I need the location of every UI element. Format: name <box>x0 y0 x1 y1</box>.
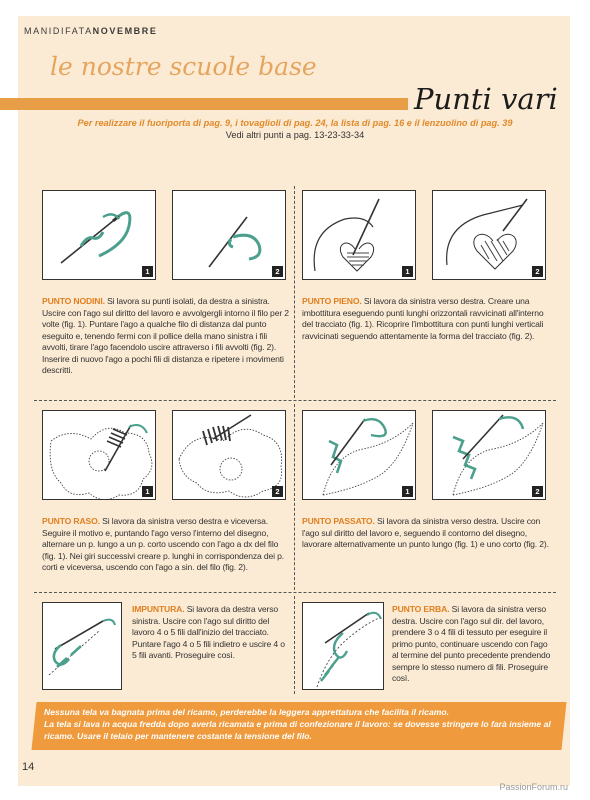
desc-heading: PUNTO ERBA. <box>392 604 450 614</box>
desc-punto-passato <box>302 516 554 551</box>
figure-number: 2 <box>272 266 283 277</box>
figure-impuntura <box>42 602 122 690</box>
watermark: PassionForum.ru <box>499 782 568 792</box>
page-number: 14 <box>22 761 35 773</box>
desc-body: Si lavora da destra verso sinistra. Uscire con l'ago sul diritto del lavoro 4 o 5 fili dall'inizio del tracciato. Puntare l'ago 4 o 5 fili indietro e uscire 4 o 5 fili avanti. Proseguire così. <box>132 604 285 660</box>
desc-heading: PUNTO RASO. <box>42 516 100 526</box>
needle-knot-pull-icon <box>173 191 286 280</box>
figure-number: 2 <box>532 266 543 277</box>
padded-heart-icon <box>303 191 416 280</box>
footer-note-line-1: Nessuna tela va bagnata prima del ricamo, perderebbe la leggera apprettatura che facilita il ricamo. <box>44 707 450 717</box>
figure-raso-2 <box>172 410 286 500</box>
passing-leaf-icon <box>303 411 416 500</box>
desc-body: Si lavora da sinistra verso destra. Uscire con l'ago sul dir. del lavoro, prendere 3 o 4 fili di tessuto per eseguire il primo punto, continuare uscendo con l'ago al termine del punto precedente prendendo sempre lo stesso numero di fili. Proseguire così. <box>392 604 551 683</box>
figure-passato-1 <box>302 410 416 500</box>
figure-nodini-2 <box>172 190 286 280</box>
figure-raso-1 <box>42 410 156 500</box>
satin-flower-icon <box>43 411 156 500</box>
divider-vertical-2 <box>294 404 295 590</box>
filled-heart-icon <box>433 191 546 280</box>
desc-punto-nodini <box>42 296 290 377</box>
desc-punto-pieno <box>302 296 554 342</box>
magazine-name-2: NOVEMBRE <box>92 26 158 36</box>
figure-number: 1 <box>402 266 413 277</box>
subtitle: Per realizzare il fuoriporta di pag. 9, i tovaglioli di pag. 24, la lista di pag. 16 e il lenzuolino di pag. 39 <box>77 118 513 128</box>
figure-erba <box>302 602 384 690</box>
series-title: le nostre scuole base <box>50 52 317 81</box>
desc-impuntura <box>132 604 290 662</box>
figure-number: 1 <box>402 486 413 497</box>
figure-number: 1 <box>142 486 153 497</box>
magazine-header <box>24 26 157 36</box>
figure-passato-2 <box>432 410 546 500</box>
desc-body: Si lavora da sinistra verso destra. Uscire con l'ago sul diritto del lavoro e, seguendo il contorno del disegno, lavorare alternativamente un punto lungo (fig. 1) e uno corto (fig. 2). <box>302 516 549 549</box>
stem-stitch-icon <box>303 603 384 690</box>
figure-number: 2 <box>272 486 283 497</box>
desc-heading: PUNTO NODINI. <box>42 296 105 306</box>
footer-note <box>44 707 559 742</box>
desc-body: Si lavora da sinistra verso destra e viceversa. Seguire il motivo e, puntando l'ago verso l'interno del disegno, alternare un p. lungo a un p. corto uscendo con l'ago a dx del filo (fig. 1). Nei giri successivi creare p. lunghi in corrispondenza dei p. corti e viceversa, uscendo con l'ago a sin. del filo (fig. 2). <box>42 516 285 572</box>
satin-petal-icon <box>173 411 286 500</box>
desc-punto-erba <box>392 604 554 685</box>
figure-pieno-1 <box>302 190 416 280</box>
needle-knot-icon <box>43 191 156 280</box>
see-also-note: Vedi altri punti a pag. 13-23-33-34 <box>225 130 365 140</box>
title-bar <box>0 98 420 110</box>
divider-vertical-1 <box>294 186 295 398</box>
desc-body: Si lavora da sinistra verso destra. Creare una imbottitura eseguendo punti lunghi orizzontali ravvicinati all'interno del tracciato (fig. 1). Ricoprire l'imbottitura con punti lunghi verticali ravvicinati seguendo attentamente la forma del tracciato (fig. 2). <box>302 296 544 341</box>
desc-heading: PUNTO PIENO. <box>302 296 362 306</box>
desc-heading: PUNTO PASSATO. <box>302 516 375 526</box>
figure-number: 2 <box>532 486 543 497</box>
figure-nodini-1 <box>42 190 156 280</box>
figure-pieno-2 <box>432 190 546 280</box>
footer-note-line-2: La tela si lava in acqua fredda dopo averla ricamata e prima di confezionare il lavoro: se dovesse stringere lo farà insieme al ricamo. Usare il telaio per mantenere costante la tensione del filo. <box>44 718 551 741</box>
page-title: Punti vari <box>408 82 564 116</box>
magazine-name-1: MANIDIFATA <box>24 26 93 36</box>
figure-number: 1 <box>142 266 153 277</box>
divider-horizontal-1 <box>34 400 556 401</box>
passing-leaf-filled-icon <box>433 411 546 500</box>
divider-vertical-3 <box>294 596 295 694</box>
backstitch-icon <box>43 603 122 690</box>
desc-punto-raso <box>42 516 290 574</box>
desc-body: Si lavora su punti isolati, da destra a sinistra. Uscire con l'ago sul diritto del lavoro e avvolgergli intorno il filo per 2 volte (fig. 1). Puntare l'ago a qualche filo di distanza dal punto eseguito e, tenendo fermi con il pollice della mano sinistra i fili avvolti, tirare l'ago facendolo uscire attraverso i fili avvolti (fig. 2). Inserire di nuovo l'ago a pochi fili di distanza e ripetere i movimenti descritti. <box>42 296 289 375</box>
desc-heading: IMPUNTURA. <box>132 604 185 614</box>
divider-horizontal-2 <box>34 592 556 593</box>
